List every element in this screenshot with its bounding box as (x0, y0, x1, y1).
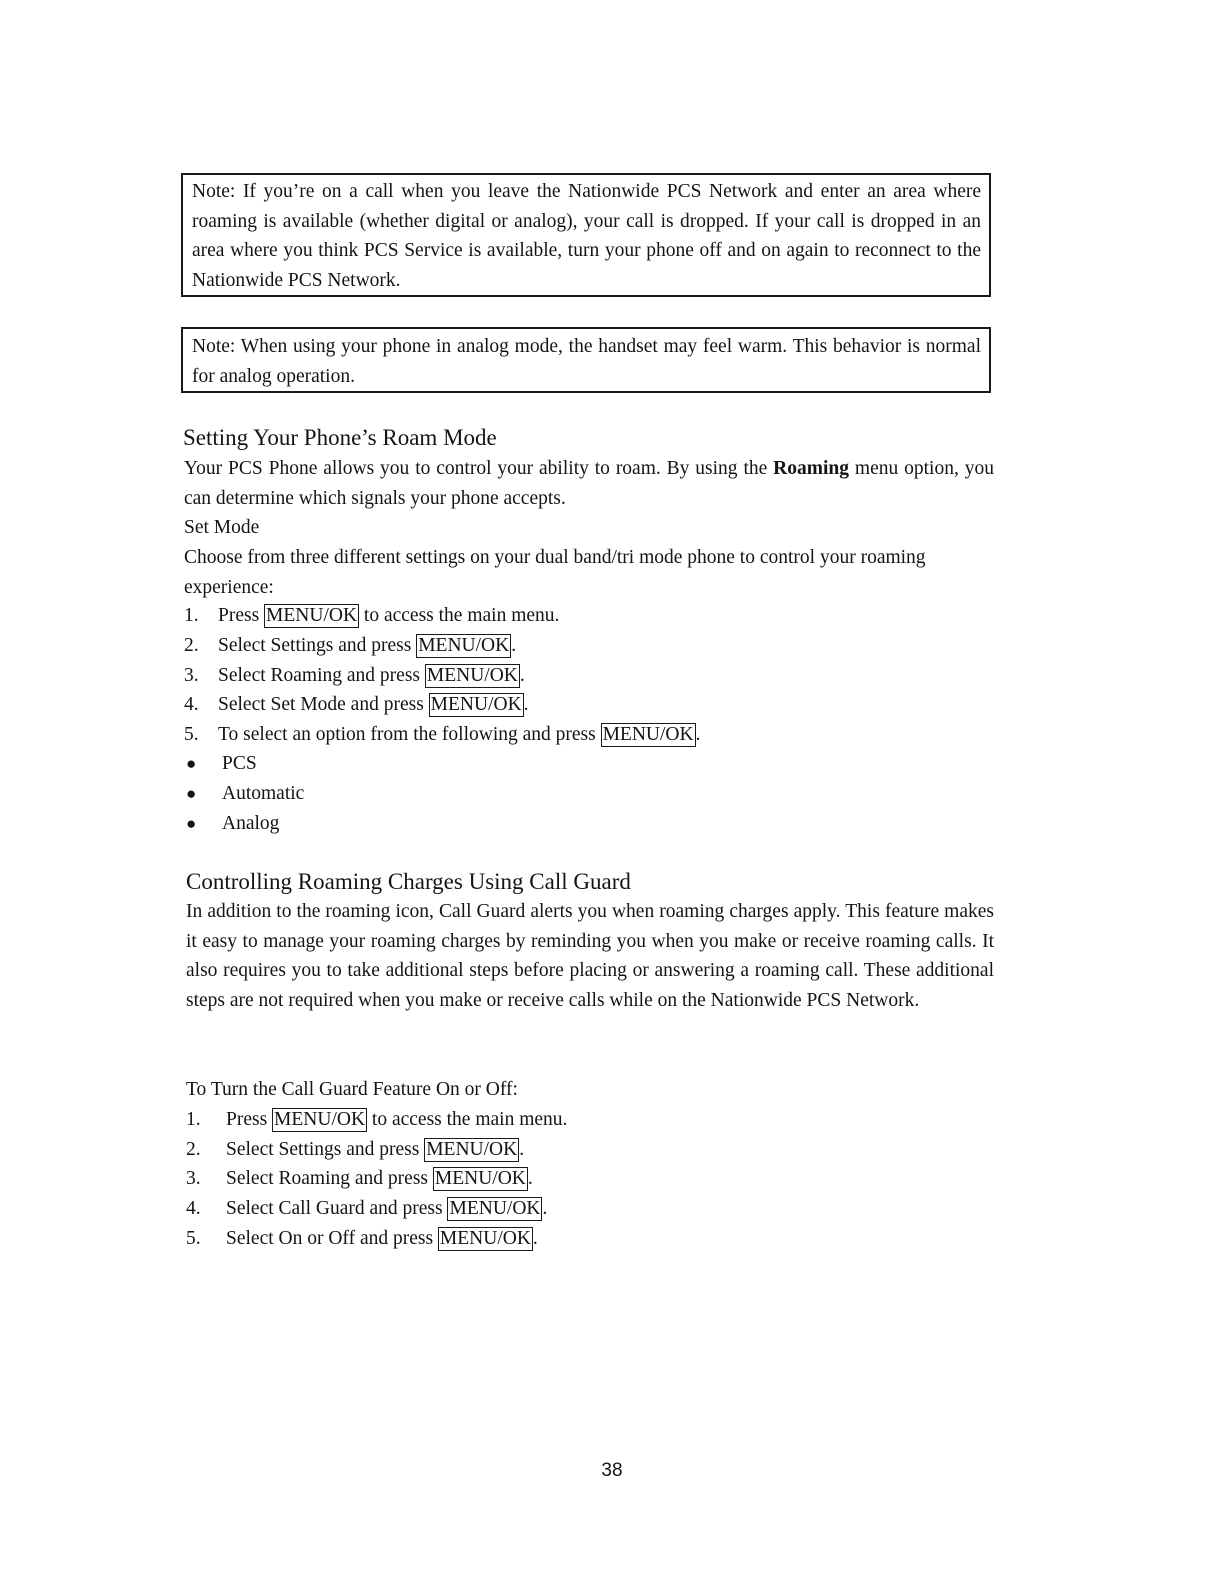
list-item: 3. Select Roaming and press MENU/OK . (184, 665, 525, 686)
call-guard-subheading: To Turn the Call Guard Feature On or Off: (186, 1079, 518, 1100)
menu-ok-key: MENU/OK (439, 1228, 531, 1249)
set-mode-subheading: Set Mode (184, 517, 260, 538)
list-item: ● Automatic (186, 779, 304, 809)
section-heading-call-guard: Controlling Roaming Charges Using Call Guard (186, 869, 631, 894)
list-item: 1. Press MENU/OK to access the main menu. (184, 605, 560, 626)
bullet-icon: ● (186, 814, 197, 833)
list-item: ● PCS (186, 749, 257, 779)
menu-ok-key: MENU/OK (426, 665, 518, 686)
note-text: Note: When using your phone in analog mode, the handset may feel warm. This behavior is normal for analog operation. (192, 336, 981, 387)
menu-ok-key: MENU/OK (430, 694, 522, 715)
bullet-icon: ● (186, 754, 197, 773)
list-item: 3. Select Roaming and press MENU/OK . (186, 1168, 533, 1189)
menu-ok-key: MENU/OK (266, 605, 358, 626)
menu-ok-key: MENU/OK (602, 724, 694, 745)
list-item: 5. Select On or Off and press MENU/OK . (186, 1228, 538, 1249)
menu-ok-key: MENU/OK (449, 1198, 541, 1219)
menu-ok-key: MENU/OK (426, 1139, 518, 1160)
call-guard-body: In addition to the roaming icon, Call Guard alerts you when roaming charges apply. This feature makes it easy to manage your roaming charges by reminding you when you make or receive roaming calls. It also requires you to take additional steps before placing or answering a roaming call. These additional steps are not required when you make or receive calls while on the Nationwide PCS Network. (186, 901, 994, 1011)
set-mode-description: Choose from three different settings on your dual band/tri mode phone to control your roaming experience: (184, 547, 926, 598)
note-text: Note: If you’re on a call when you leave the Nationwide PCS Network and enter an area where roaming is available (whether digital or analog), your call is dropped. If your call is dropped in an area where you think PCS Service is available, turn your phone off and on again to reconnect to the Nationwide PCS Network. (192, 181, 981, 291)
list-item: ● Analog (186, 809, 279, 839)
list-item: 4. Select Set Mode and press MENU/OK . (184, 694, 529, 715)
list-item: 5. To select an option from the following and press MENU/OK . (184, 724, 701, 745)
list-item: 1. Press MENU/OK to access the main menu. (186, 1109, 568, 1130)
note-box-roaming-drop (181, 173, 991, 297)
roam-mode-intro: Your PCS Phone allows you to control your ability to roam. By using the Roaming menu option, you can determine which signals your phone accepts. (184, 458, 994, 509)
list-item: 2. Select Settings and press MENU/OK . (184, 635, 517, 656)
list-item: 4. Select Call Guard and press MENU/OK . (186, 1198, 548, 1219)
bullet-icon: ● (186, 784, 197, 803)
list-item: 2. Select Settings and press MENU/OK . (186, 1139, 525, 1160)
menu-ok-key: MENU/OK (274, 1109, 366, 1130)
menu-ok-key: MENU/OK (418, 635, 510, 656)
page-number: 38 (601, 1460, 623, 1481)
section-heading-roam-mode: Setting Your Phone’s Roam Mode (183, 425, 497, 450)
menu-ok-key: MENU/OK (434, 1168, 526, 1189)
note-box-analog-warm (181, 327, 991, 393)
